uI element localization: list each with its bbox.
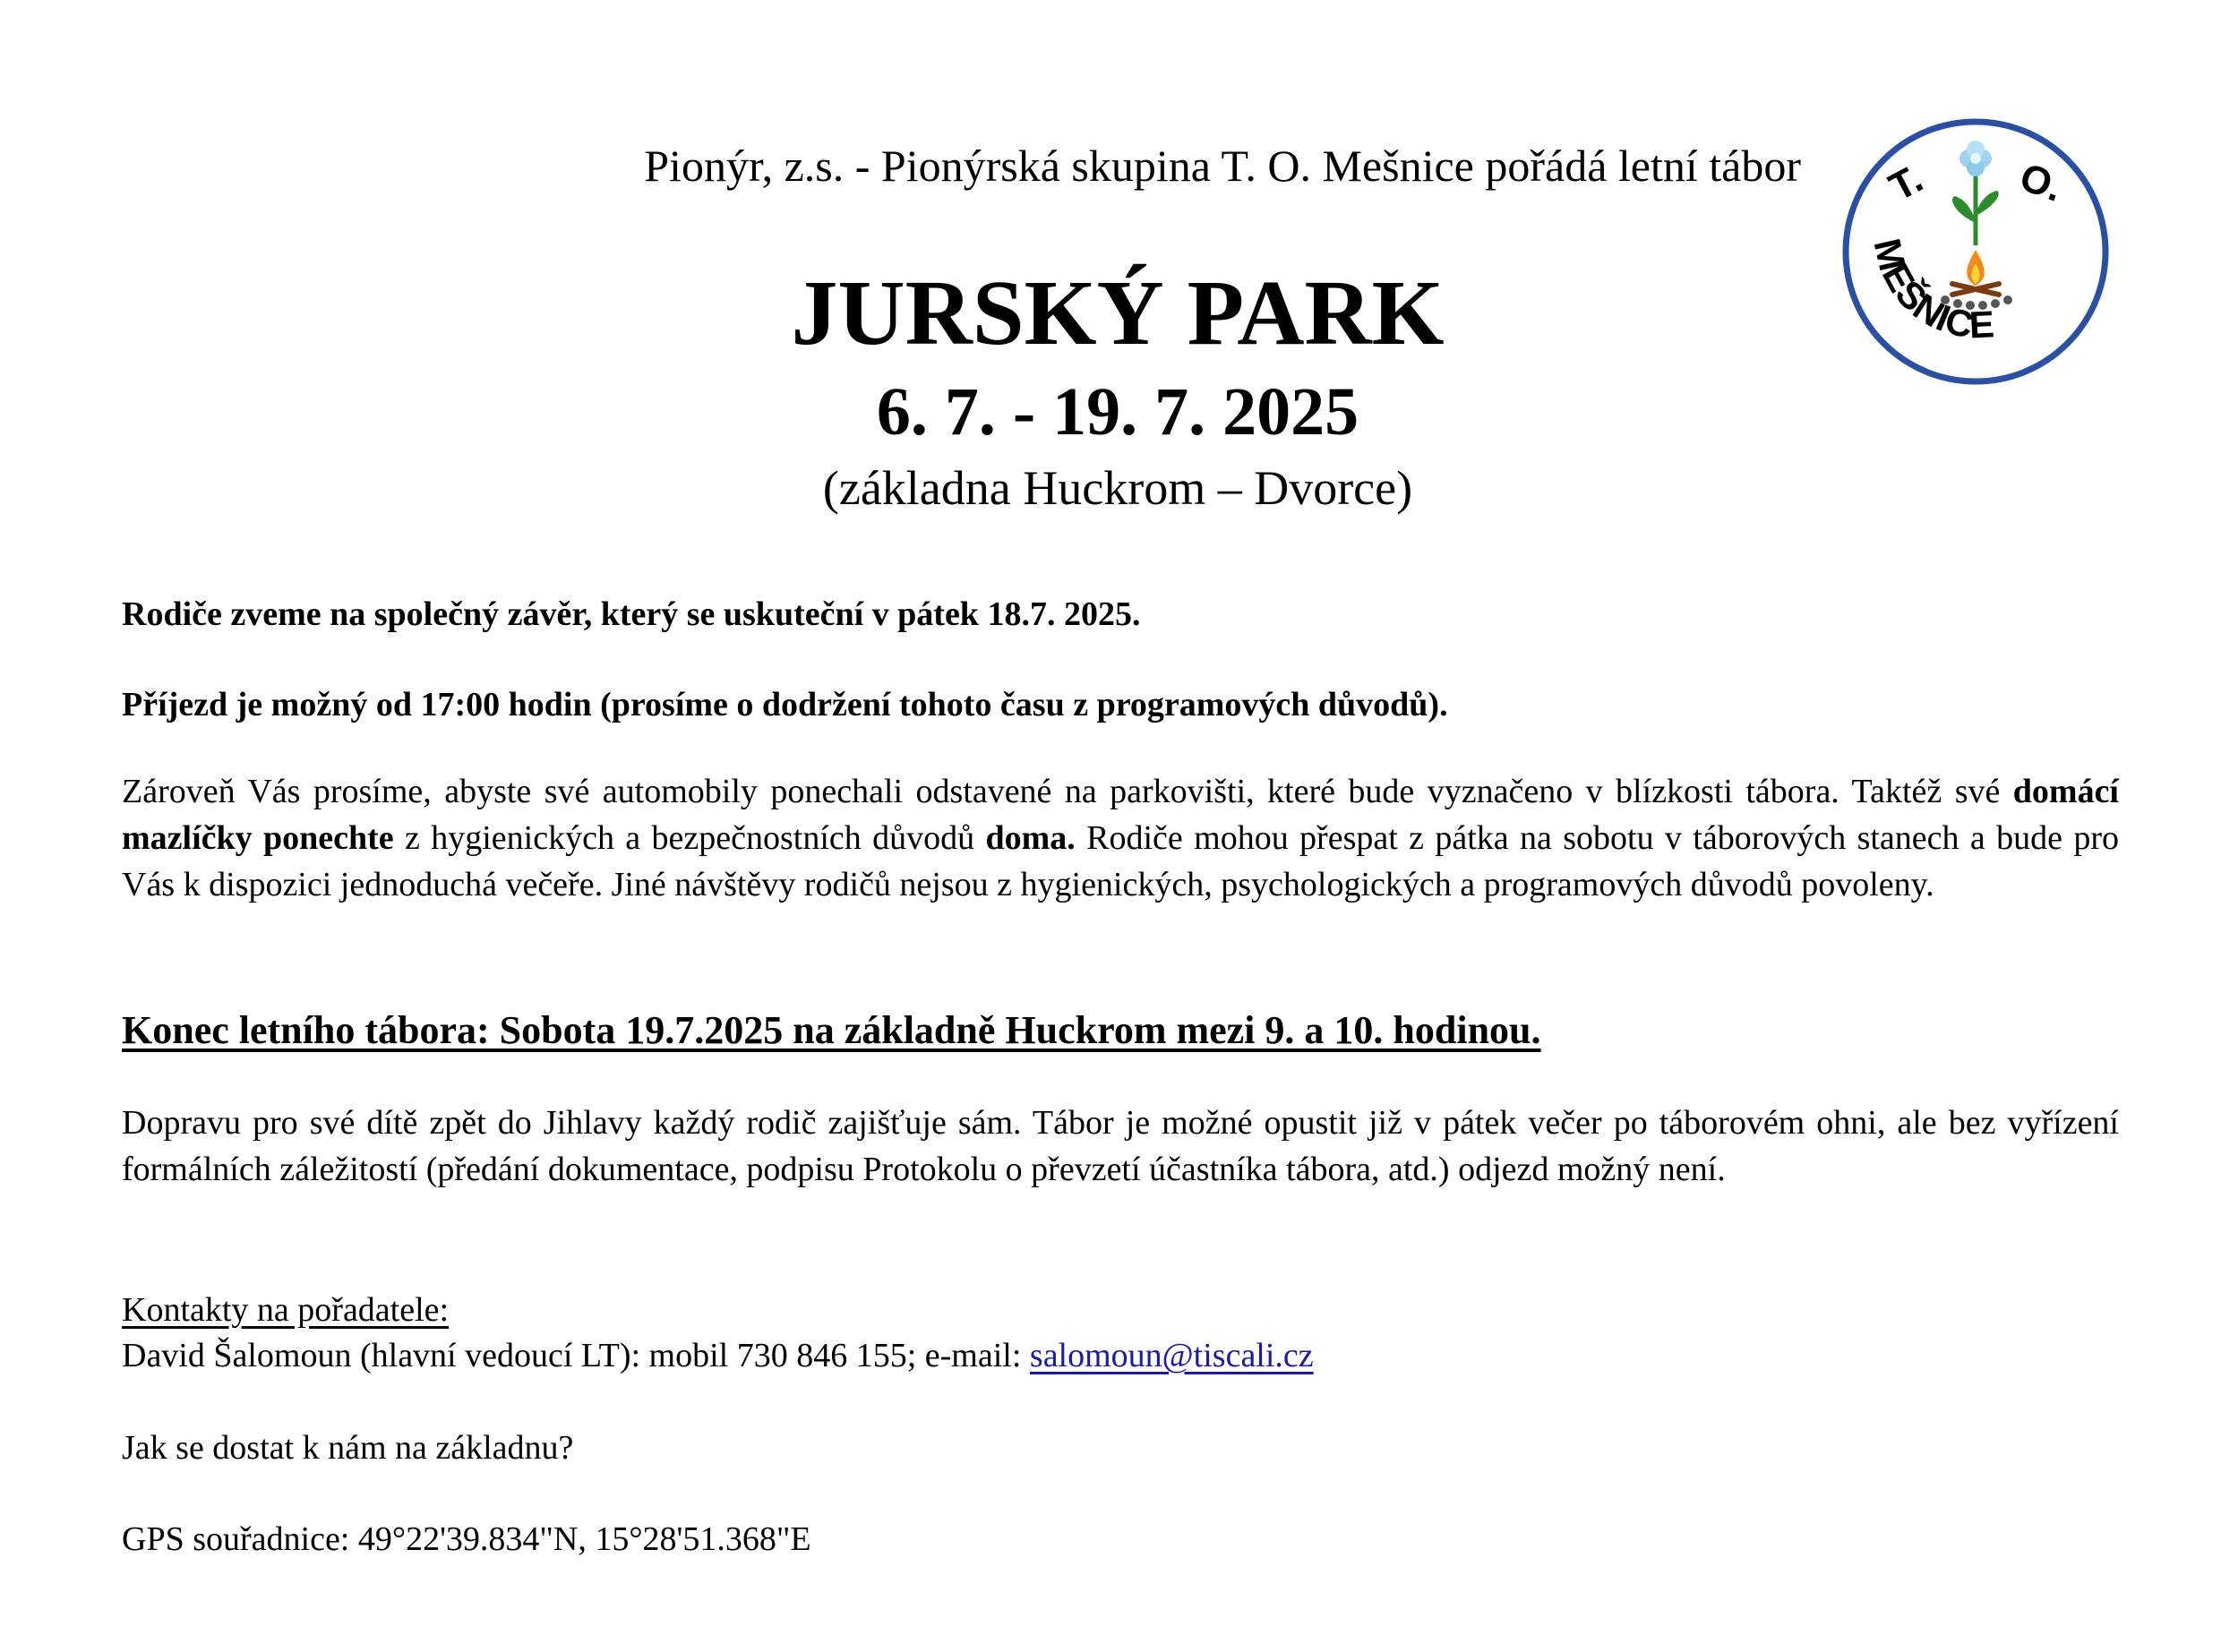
body1-part1: Zároveň Vás prosíme, abyste své automobily ponechali odstavené na parkovišti, které bude vyznačeno v blízkosti tábora. Taktéž své	[122, 773, 2013, 810]
body1-bold-home: doma.	[985, 819, 1076, 857]
directions-question: Jak se dostat k nám na základnu?	[122, 1429, 574, 1467]
event-dates: 6. 7. - 19. 7. 2025	[876, 374, 1359, 449]
transport-paragraph: Dopravu pro své dítě zpět do Jihlavy každý rodič zajišťuje sám. Tábor je možné opustit již v pátek večer po táborovém ohni, ale bez vyřízení formálních záležitostí (předání dokumentace, podpisu Protokolu o převzetí účastníka tábora, atd.) odjezd možný není.	[122, 1104, 2119, 1188]
parking-pets-paragraph	[122, 768, 2119, 908]
page-title: JURSKÝ PARK	[791, 261, 1445, 364]
logo-top-text-t: T.	[1882, 156, 1931, 210]
invite-paragraph: Rodiče zveme na společný závěr, který se uskuteční v pátek 18.7. 2025.	[122, 595, 1141, 633]
camp-end-text: Konec letního tábora: Sobota 19.7.2025 na základně Huckrom mezi 9. a 10. hodinou.	[122, 1008, 1541, 1052]
contact-details: David Šalomoun (hlavní vedoucí LT): mobil 730 846 155; e-mail:	[122, 1337, 1030, 1374]
gps-coordinates: GPS souřadnice: 49°22'39.834"N, 15°28'51.368"E	[122, 1520, 811, 1558]
contacts-heading	[122, 1287, 2119, 1333]
arrival-paragraph: Příjezd je možný od 17:00 hodin (prosíme o dodržení tohoto času z programových důvodů).	[122, 686, 1448, 723]
contacts-heading-text: Kontakty na pořadatele:	[122, 1291, 450, 1329]
organizer-line: Pionýr, z.s. - Pionýrská skupina T. O. Mešnice pořádá letní tábor	[644, 141, 1801, 191]
body1-part2: z hygienických a bezpečnostních důvodů	[393, 819, 986, 857]
email-link[interactable]: salomoun@tiscali.cz	[1029, 1337, 1314, 1374]
contact-line	[122, 1332, 2119, 1379]
logo-top-text-o: O.	[2014, 155, 2069, 210]
logo-bottom-text: MEŠNICE	[1865, 235, 1995, 347]
camp-end-heading	[122, 1004, 2119, 1057]
event-place: (základna Huckrom – Dvorce)	[822, 461, 1413, 515]
body1-bold-pets: domácí mazlíčky ponechte	[122, 773, 2119, 857]
body1-part3: Rodiče mohou přespat z pátka na sobotu v táborových stanech a bude pro Vás k dispozici jednoduchá večeře. Jiné návštěvy rodičů nejsou z hygienických, psychologických a programových důvodů povoleny.	[122, 819, 2119, 903]
